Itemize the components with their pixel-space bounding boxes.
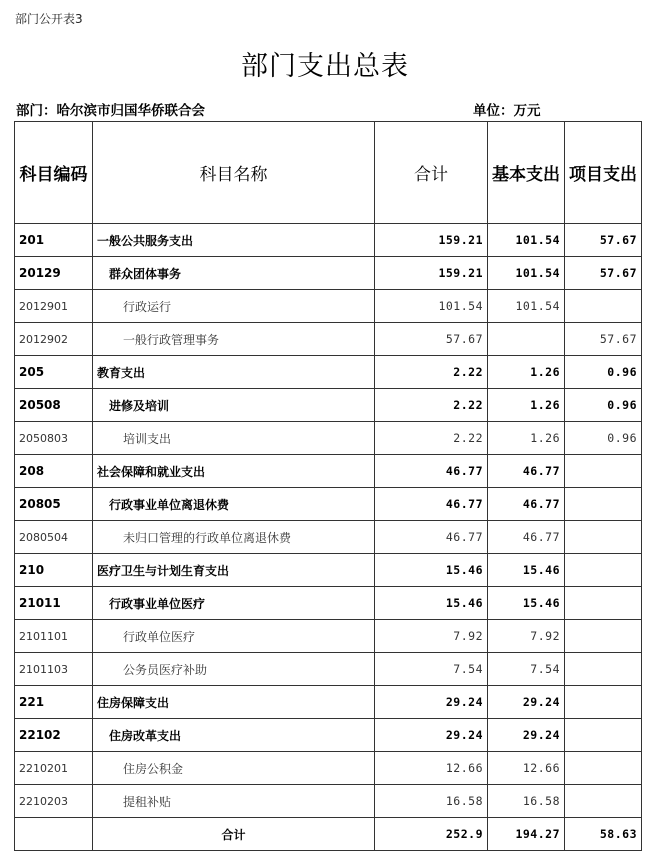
row-basic: 12.66: [488, 752, 565, 785]
table-row: [15, 257, 642, 290]
row-basic: 15.46: [488, 587, 565, 620]
row-total: 159.21: [375, 257, 488, 290]
row-total: 2.22: [375, 356, 488, 389]
row-name: 住房改革支出: [93, 719, 375, 752]
row-name: 教育支出: [93, 356, 375, 389]
row-total: 2.22: [375, 389, 488, 422]
row-name: 提租补贴: [93, 785, 375, 818]
corner-label: 部门公开表3: [15, 12, 83, 26]
row-total: 159.21: [375, 224, 488, 257]
total-row: [15, 818, 642, 851]
total-row-label: 合计: [93, 818, 375, 851]
row-basic: 101.54: [488, 290, 565, 323]
table-row: [15, 620, 642, 653]
row-total: 57.67: [375, 323, 488, 356]
row-name: 一般公共服务支出: [93, 224, 375, 257]
row-project: 0.96: [565, 422, 642, 455]
row-name: 行政事业单位医疗: [93, 587, 375, 620]
row-code: 2210201: [15, 752, 93, 785]
row-name: 群众团体事务: [93, 257, 375, 290]
row-name: 住房公积金: [93, 752, 375, 785]
row-code: 201: [15, 224, 93, 257]
header-name: 科目名称: [93, 122, 375, 224]
header-code: 科目编码: [15, 122, 93, 224]
row-basic: 1.26: [488, 422, 565, 455]
row-total: 101.54: [375, 290, 488, 323]
row-total: 46.77: [375, 455, 488, 488]
table-row: [15, 389, 642, 422]
header-project: 项目支出: [565, 122, 642, 224]
row-code: 22102: [15, 719, 93, 752]
row-code: 20805: [15, 488, 93, 521]
row-code: 20508: [15, 389, 93, 422]
table-row: [15, 554, 642, 587]
table-row: [15, 323, 642, 356]
row-project: [565, 587, 642, 620]
row-basic: 7.54: [488, 653, 565, 686]
table-row: [15, 422, 642, 455]
row-project: [565, 521, 642, 554]
row-name: 培训支出: [93, 422, 375, 455]
table-row: [15, 719, 642, 752]
row-name: 行政事业单位离退休费: [93, 488, 375, 521]
row-basic: 7.92: [488, 620, 565, 653]
row-name: 住房保障支出: [93, 686, 375, 719]
row-code: 2080504: [15, 521, 93, 554]
row-project: 0.96: [565, 356, 642, 389]
total-row-total: 252.9: [375, 818, 488, 851]
row-project: [565, 719, 642, 752]
row-project: [565, 653, 642, 686]
row-total: 16.58: [375, 785, 488, 818]
table-row: [15, 653, 642, 686]
total-row-basic: 194.27: [488, 818, 565, 851]
row-project: [565, 620, 642, 653]
table-row: [15, 587, 642, 620]
row-code: 2050803: [15, 422, 93, 455]
row-code: 221: [15, 686, 93, 719]
row-project: [565, 785, 642, 818]
row-basic: 46.77: [488, 488, 565, 521]
row-project: [565, 752, 642, 785]
row-basic: 101.54: [488, 224, 565, 257]
row-total: 12.66: [375, 752, 488, 785]
row-name: 一般行政管理事务: [93, 323, 375, 356]
row-name: 未归口管理的行政单位离退休费: [93, 521, 375, 554]
table-row: [15, 521, 642, 554]
row-project: [565, 488, 642, 521]
row-basic: [488, 323, 565, 356]
table-row: [15, 455, 642, 488]
row-total: 46.77: [375, 488, 488, 521]
row-basic: 16.58: [488, 785, 565, 818]
row-basic: 101.54: [488, 257, 565, 290]
table-header-row: [15, 122, 642, 224]
row-name: 行政单位医疗: [93, 620, 375, 653]
total-row-code: [15, 818, 93, 851]
row-name: 进修及培训: [93, 389, 375, 422]
table-row: [15, 356, 642, 389]
row-project: [565, 455, 642, 488]
table-row: [15, 686, 642, 719]
row-total: 29.24: [375, 719, 488, 752]
row-code: 2101103: [15, 653, 93, 686]
row-code: 2012901: [15, 290, 93, 323]
row-project: [565, 554, 642, 587]
row-basic: 46.77: [488, 455, 565, 488]
row-project: 57.67: [565, 224, 642, 257]
row-total: 29.24: [375, 686, 488, 719]
row-project: [565, 686, 642, 719]
row-code: 2012902: [15, 323, 93, 356]
row-name: 公务员医疗补助: [93, 653, 375, 686]
row-basic: 15.46: [488, 554, 565, 587]
row-code: 2210203: [15, 785, 93, 818]
row-total: 7.92: [375, 620, 488, 653]
row-basic: 1.26: [488, 389, 565, 422]
row-name: 医疗卫生与计划生育支出: [93, 554, 375, 587]
header-basic: 基本支出: [488, 122, 565, 224]
unit-label: 单位：万元: [473, 103, 541, 119]
row-name: 社会保障和就业支出: [93, 455, 375, 488]
department-label: 部门：哈尔滨市归国华侨联合会: [16, 103, 205, 119]
header-total: 合计: [375, 122, 488, 224]
row-name: 行政运行: [93, 290, 375, 323]
total-row-project: 58.63: [565, 818, 642, 851]
row-project: [565, 290, 642, 323]
table-row: [15, 785, 642, 818]
row-project: 57.67: [565, 257, 642, 290]
row-total: 15.46: [375, 554, 488, 587]
row-basic: 46.77: [488, 521, 565, 554]
row-code: 20129: [15, 257, 93, 290]
row-code: 208: [15, 455, 93, 488]
row-total: 2.22: [375, 422, 488, 455]
row-total: 46.77: [375, 521, 488, 554]
table-row: [15, 752, 642, 785]
row-basic: 1.26: [488, 356, 565, 389]
table-row: [15, 290, 642, 323]
page-title: 部门支出总表: [241, 51, 409, 82]
row-project: 0.96: [565, 389, 642, 422]
row-code: 205: [15, 356, 93, 389]
row-code: 210: [15, 554, 93, 587]
table-row: [15, 488, 642, 521]
row-code: 2101101: [15, 620, 93, 653]
row-code: 21011: [15, 587, 93, 620]
row-total: 15.46: [375, 587, 488, 620]
expenditure-table: [14, 121, 642, 851]
row-basic: 29.24: [488, 719, 565, 752]
row-basic: 29.24: [488, 686, 565, 719]
row-project: 57.67: [565, 323, 642, 356]
row-total: 7.54: [375, 653, 488, 686]
table-row: [15, 224, 642, 257]
